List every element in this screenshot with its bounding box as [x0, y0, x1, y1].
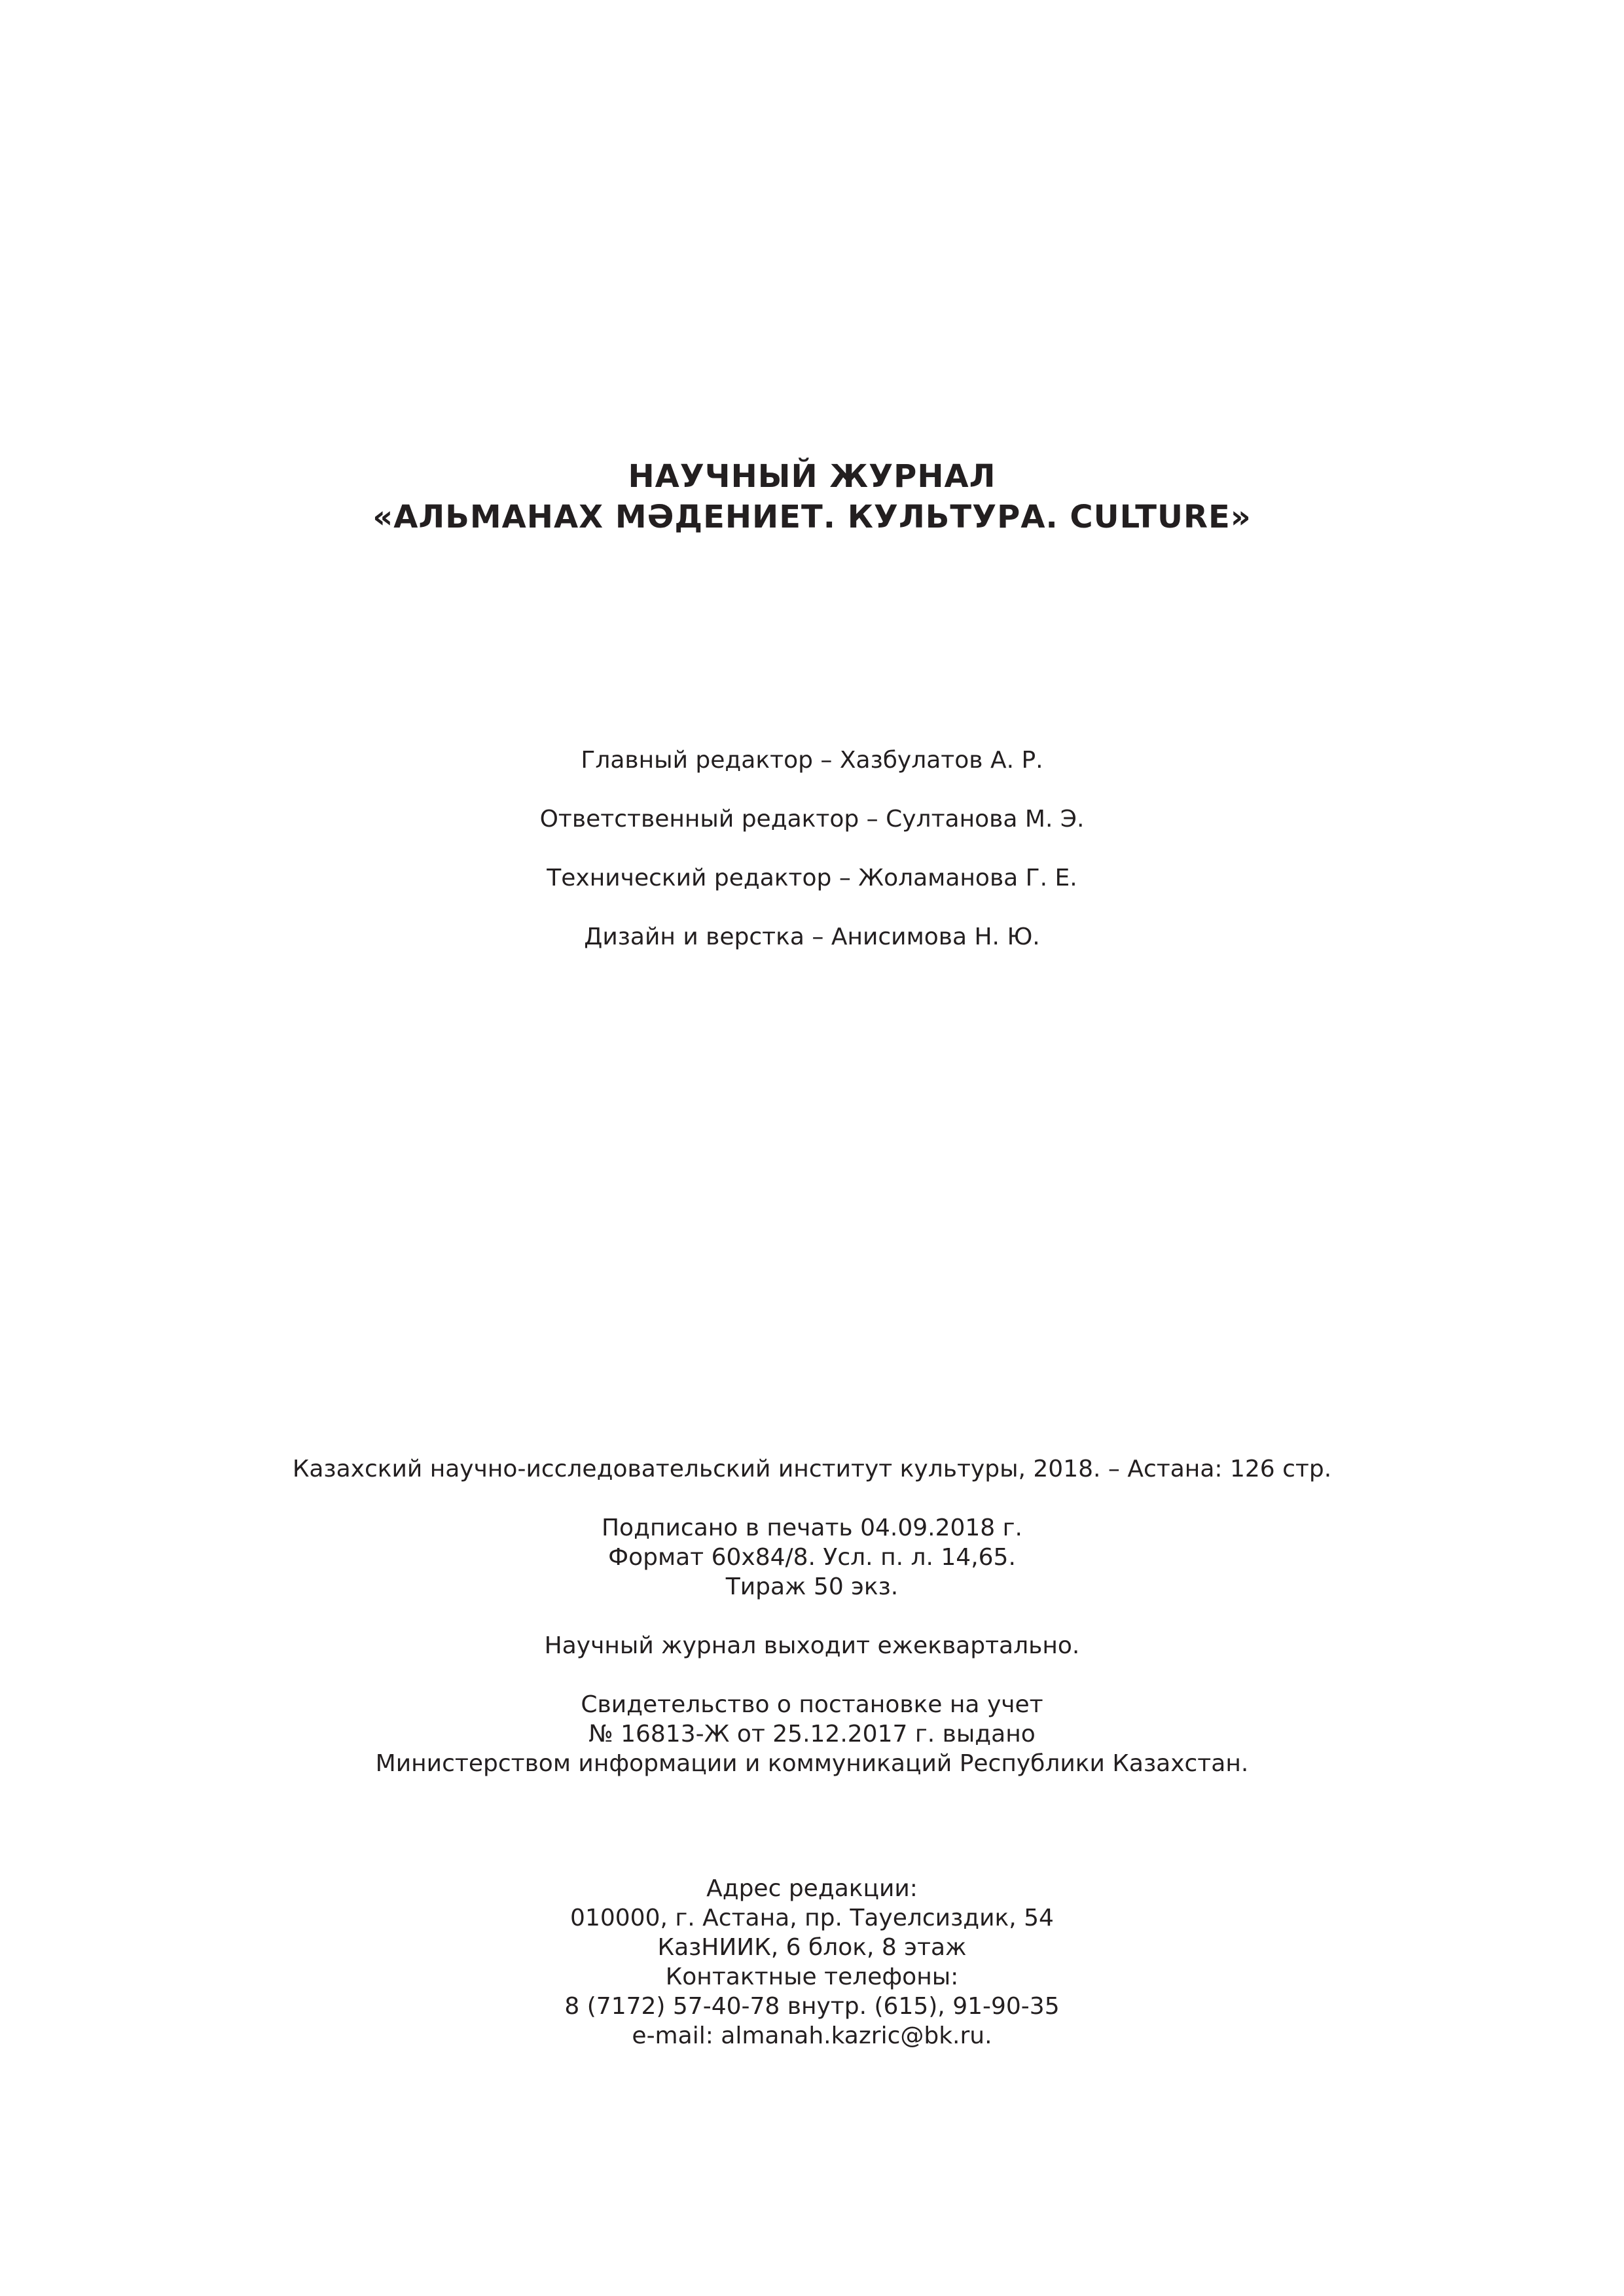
signed-to-print: Подписано в печать 04.09.2018 г.: [601, 1515, 1022, 1541]
chief-editor: Главный редактор – Хазбулатов А. Р.: [581, 747, 1043, 774]
executive-editor: Ответственный редактор – Султанова М. Э.: [539, 806, 1085, 833]
design-layout-credit: Дизайн и верстка – Анисимова Н. Ю.: [584, 924, 1040, 950]
address-street: 010000, г. Астана, пр. Тауелсиздик, 54: [570, 1905, 1054, 1931]
certificate-line-3: Министерством информации и коммуникаций Республики Казахстан.: [375, 1750, 1249, 1777]
spacer: [0, 1484, 1624, 1513]
editorial-address: [0, 1874, 1624, 2051]
certificate-line-1: Свидетельство о постановке на учет: [581, 1691, 1043, 1718]
imprint-block: [0, 1454, 1624, 1778]
journal-title-line-2: «АЛЬМАНАХ МӘДЕНИЕТ. КУЛЬТУРА. CULTURE»: [372, 499, 1252, 535]
editorial-board: [0, 745, 1624, 980]
certificate-line-2: № 16813-Ж от 25.12.2017 г. выдано: [588, 1721, 1036, 1748]
address-heading: Адрес редакции:: [706, 1875, 918, 1902]
publisher-line: Казахский научно-исследовательский институт культуры, 2018. – Астана: 126 стр.: [292, 1456, 1332, 1482]
journal-title: [0, 456, 1624, 537]
journal-title-line-1: НАУЧНЫЙ ЖУРНАЛ: [628, 458, 996, 495]
circulation: Тираж 50 экз.: [725, 1573, 899, 1600]
spacer: [0, 1660, 1624, 1690]
phone-numbers: 8 (7172) 57-40-78 внутр. (615), 91-90-35: [564, 1993, 1060, 2020]
publication-frequency: Научный журнал выходит ежеквартально.: [544, 1632, 1080, 1659]
spacer: [0, 1602, 1624, 1631]
technical-editor: Технический редактор – Жоламанова Г. Е.: [547, 865, 1077, 891]
phones-heading: Контактные телефоны:: [665, 1964, 959, 1990]
email-address: e-mail: almanah.kazric@bk.ru.: [632, 2022, 992, 2049]
print-format: Формат 60х84/8. Усл. п. л. 14,65.: [608, 1544, 1016, 1571]
address-building: КазНИИК, 6 блок, 8 этаж: [657, 1934, 967, 1961]
